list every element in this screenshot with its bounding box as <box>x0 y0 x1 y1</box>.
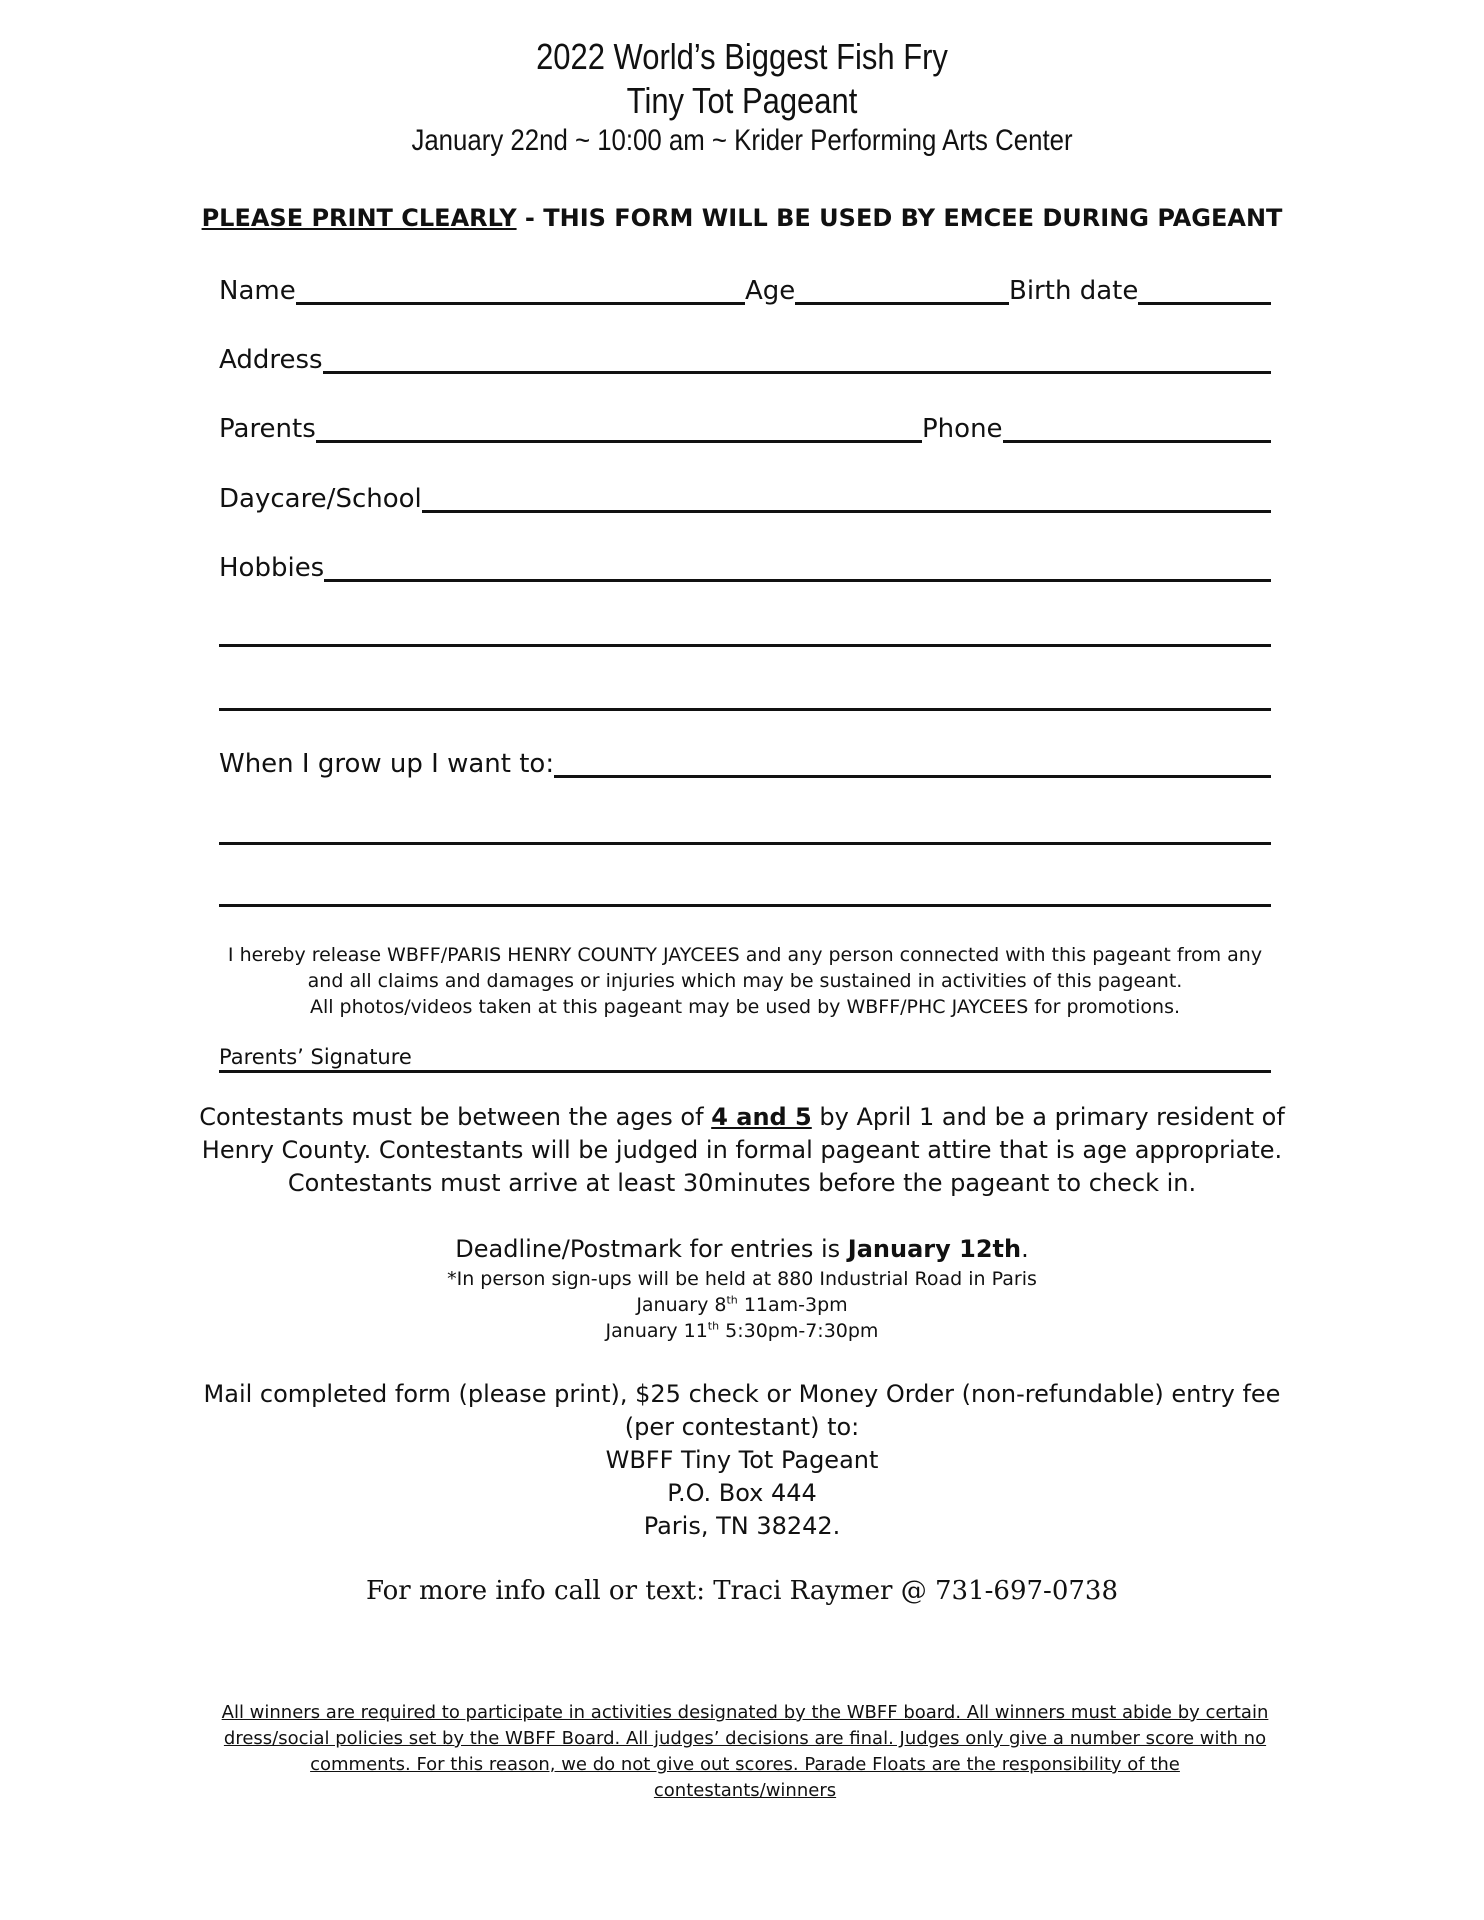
name-age-birthdate-row[interactable] <box>219 262 1271 305</box>
rules-pre: Contestants must be between the ages of <box>199 1103 712 1131</box>
rules-ages: 4 and 5 <box>711 1103 812 1131</box>
mail-line-3: WBFF Tiny Tot Pageant <box>605 1446 879 1474</box>
mail-instructions <box>180 1378 1304 1543</box>
winners-policy: All winners are required to participate in activities designated by the WBFF board. All winners must abide by certain dress/social policies set by the WBFF Board. All judges’ decisions are final. Judges only give a number score with no comments. For this reason, we do not give out scores. Parade Floats are the responsibility of the contestants/winners <box>221 1702 1269 1801</box>
grow-up-row[interactable] <box>219 735 1271 778</box>
name-label: Name <box>219 276 296 306</box>
address-label: Address <box>219 345 323 375</box>
parents-label: Parents <box>219 414 316 444</box>
parents-phone-row[interactable] <box>219 400 1271 443</box>
date1-sup: th <box>726 1293 738 1307</box>
hobbies-row[interactable] <box>219 539 1271 582</box>
print-clearly-notice <box>0 204 1484 232</box>
event-details: January 22nd ~ 10:00 am ~ Krider Performing Arts Center <box>411 124 1073 157</box>
deadline-post: . <box>1021 1235 1029 1263</box>
date2-sup: th <box>707 1319 720 1333</box>
deadline-date: January 12th <box>847 1235 1022 1263</box>
signup-date-2 <box>180 1318 1304 1344</box>
mail-line-2: (per contestant) to: <box>624 1413 860 1441</box>
phone-label: Phone <box>922 414 1003 444</box>
signups-note: *In person sign-ups will be held at 880 Industrial Road in Paris <box>447 1268 1037 1290</box>
birth-date-label: Birth date <box>1009 276 1139 306</box>
deadline-pre: Deadline/Postmark for entries is <box>455 1235 848 1263</box>
rules-post: by April 1 and be a primary resident of Henry County. Contestants will be judged in formal pageant attire that is age appropriate. Contestants must arrive at least 30minutes before the pageant to check in. <box>201 1103 1285 1197</box>
daycare-school-label: Daycare/School <box>219 484 422 514</box>
date1-time: 11am-3pm <box>737 1294 848 1316</box>
mail-line-1: Mail completed form (please print), $25 check or Money Order (non-refundable) entry fee <box>203 1380 1281 1408</box>
release-statement <box>219 942 1271 1020</box>
hobbies-label: Hobbies <box>219 553 325 583</box>
mail-line-5: Paris, TN 38242. <box>643 1512 841 1540</box>
parents-signature-row[interactable] <box>219 1040 1271 1073</box>
date2-time: 5:30pm-7:30pm <box>719 1320 879 1342</box>
notice-rest: - THIS FORM WILL BE USED BY EMCEE DURING PAGEANT <box>516 204 1283 232</box>
date2-month: January 11 <box>605 1320 708 1342</box>
hobbies-line-3[interactable] <box>219 708 1271 711</box>
release-line-3: All photos/videos taken at this pageant may be used by WBFF/PHC JAYCEES for promotions. <box>309 996 1181 1018</box>
age-label: Age <box>745 276 796 306</box>
deadline-section <box>180 1233 1304 1344</box>
grow-up-line-3[interactable] <box>219 904 1271 907</box>
parents-signature-label: Parents’ Signature <box>219 1045 412 1069</box>
hobbies-line-2[interactable] <box>219 644 1271 647</box>
grow-up-line-2[interactable] <box>219 842 1271 845</box>
contact-info: For more info call or text: Traci Raymer @ 731-697-0738 <box>366 1576 1118 1606</box>
mail-line-4: P.O. Box 444 <box>667 1479 817 1507</box>
release-line-2: and all claims and damages or injuries which may be sustained in activities of this pageant. <box>307 970 1183 992</box>
eligibility-rules <box>180 1101 1304 1200</box>
address-row[interactable] <box>219 331 1271 374</box>
grow-up-label: When I grow up I want to: <box>219 749 555 779</box>
pageant-title: Tiny Tot Pageant <box>626 80 858 121</box>
deadline-line <box>180 1233 1304 1266</box>
date1-month: January 8 <box>636 1294 727 1316</box>
signup-date-1 <box>180 1292 1304 1318</box>
daycare-school-row[interactable] <box>219 470 1271 513</box>
event-title: 2022 World’s Biggest Fish Fry <box>536 36 948 77</box>
release-line-1: I hereby release WBFF/PARIS HENRY COUNTY JAYCEES and any person connected with this pageant from any <box>227 944 1263 966</box>
notice-underlined: PLEASE PRINT CLEARLY <box>201 204 517 232</box>
